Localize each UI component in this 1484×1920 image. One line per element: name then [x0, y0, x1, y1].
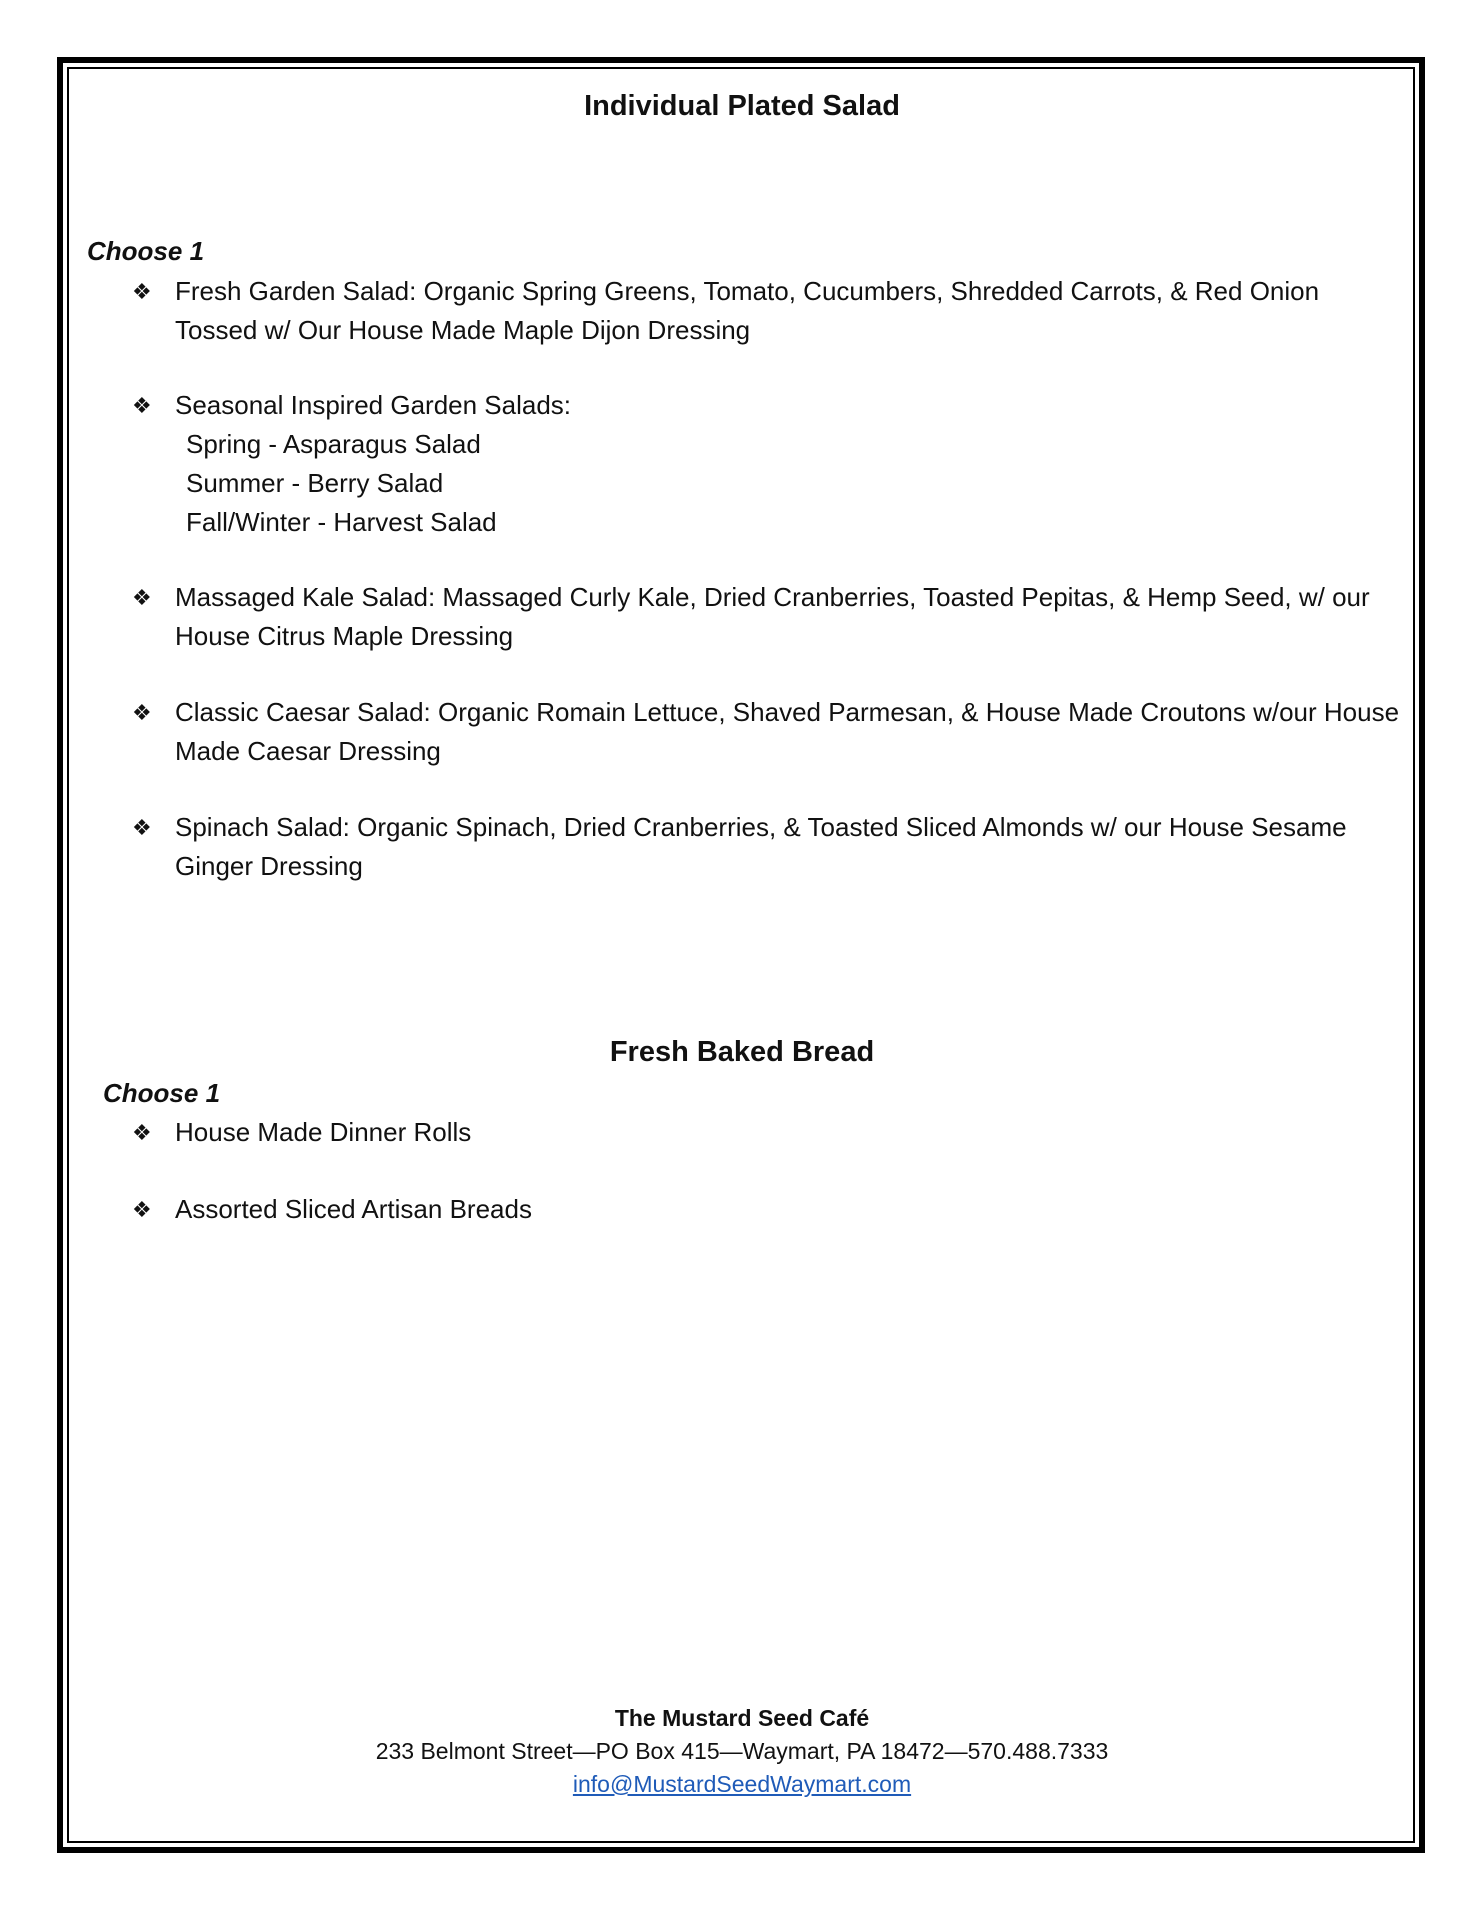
- list-item-text: Massaged Kale Salad: Massaged Curly Kale, Dried Cranberries, Toasted Pepitas, & Hemp Seed, w/ our House Citrus Maple Dressing: [175, 582, 1370, 651]
- seasonal-subitem: Spring - Asparagus Salad: [186, 429, 481, 459]
- list-item: [132, 693, 1402, 771]
- bread-section-title: Fresh Baked Bread: [609, 1036, 875, 1068]
- list-item-text: Assorted Sliced Artisan Breads: [175, 1194, 532, 1224]
- footer-business-name: The Mustard Seed Café: [614, 1705, 870, 1731]
- diamond-bullet-icon: ❖: [132, 1120, 152, 1145]
- salad-choose-label: Choose 1: [87, 236, 205, 266]
- list-item-text: Seasonal Inspired Garden Salads:: [175, 390, 572, 420]
- list-item-text: House Made Dinner Rolls: [175, 1117, 472, 1147]
- seasonal-subitem: Fall/Winter - Harvest Salad: [186, 507, 497, 537]
- diamond-bullet-icon: ❖: [132, 393, 152, 418]
- list-item: [132, 578, 1402, 656]
- footer-address: 233 Belmont Street—PO Box 415—Waymart, PA 18472—570.488.7333: [375, 1738, 1109, 1764]
- bread-choose-label: Choose 1: [103, 1078, 221, 1108]
- diamond-bullet-icon: ❖: [132, 1197, 152, 1222]
- list-item-text: Fresh Garden Salad: Organic Spring Greens, Tomato, Cucumbers, Shredded Carrots, & Red Onion Tossed w/ Our House Made Maple Dijon Dressing: [175, 276, 1320, 345]
- seasonal-subitem: Summer - Berry Salad: [186, 468, 444, 498]
- list-item: [132, 808, 1402, 886]
- list-item-text: Classic Caesar Salad: Organic Romain Lettuce, Shaved Parmesan, & House Made Croutons w/our House Made Caesar Dressing: [175, 697, 1400, 766]
- footer-email-link[interactable]: info@MustardSeedWaymart.com: [572, 1771, 912, 1797]
- diamond-bullet-icon: ❖: [132, 279, 152, 304]
- list-item: [132, 386, 1402, 542]
- footer: [0, 1702, 1484, 1801]
- diamond-bullet-icon: ❖: [132, 815, 152, 840]
- list-item: [132, 1190, 1402, 1229]
- list-item: [132, 272, 1402, 350]
- salad-section-title: Individual Plated Salad: [584, 90, 900, 122]
- list-item: [132, 1113, 1402, 1152]
- diamond-bullet-icon: ❖: [132, 585, 152, 610]
- list-item-text: Spinach Salad: Organic Spinach, Dried Cranberries, & Toasted Sliced Almonds w/ our House Sesame Ginger Dressing: [175, 812, 1347, 881]
- diamond-bullet-icon: ❖: [132, 700, 152, 725]
